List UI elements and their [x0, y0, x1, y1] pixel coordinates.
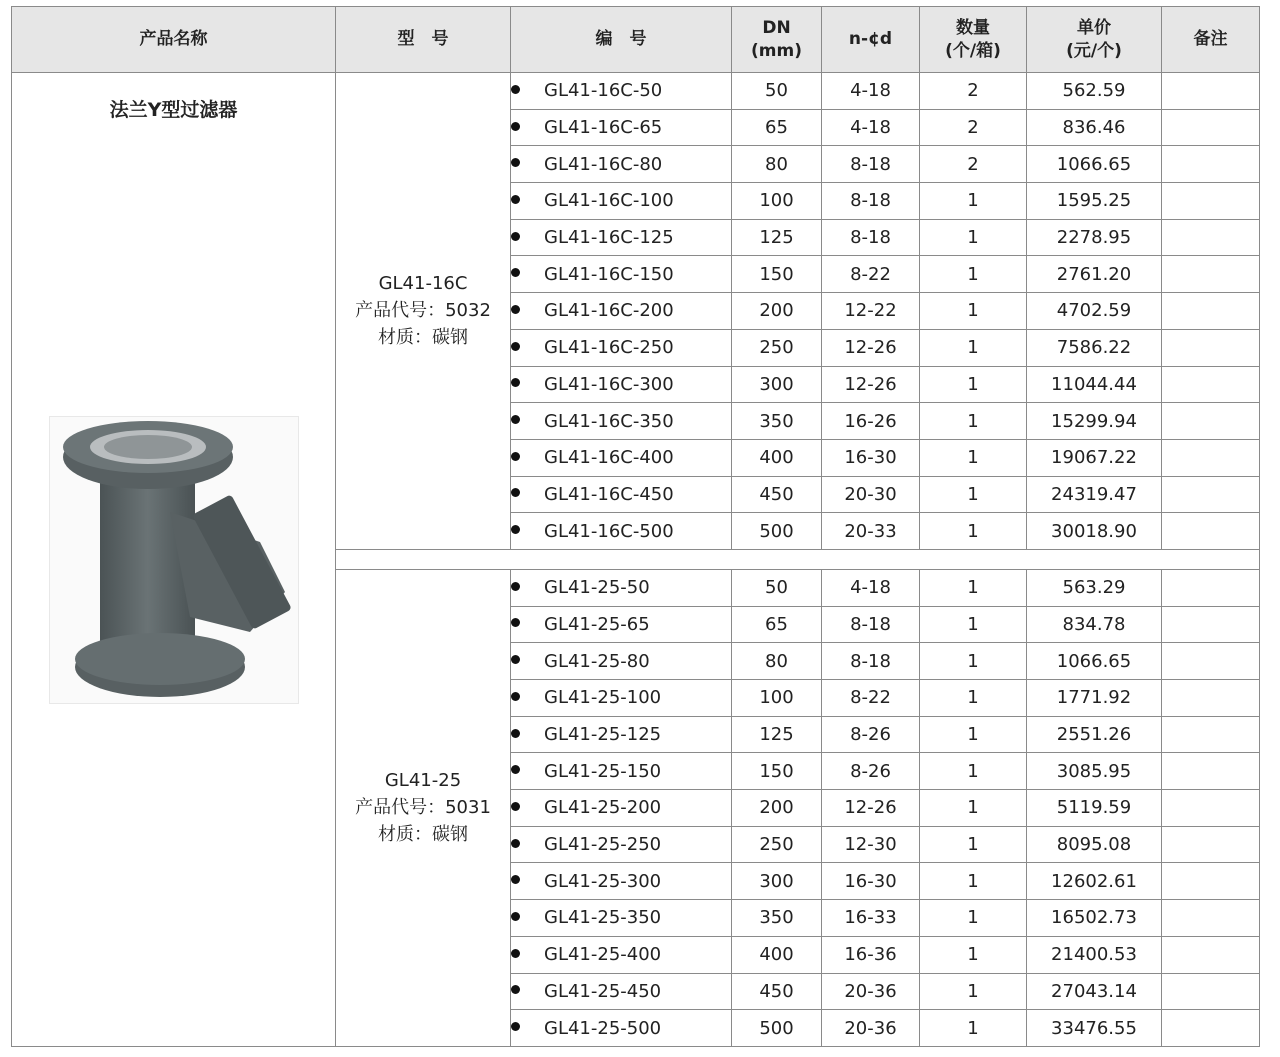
- material: 材质：碳钢: [378, 327, 468, 349]
- dn-cell: 250: [732, 826, 822, 863]
- nd-cell: 8-26: [822, 753, 920, 790]
- bullet-icon: [511, 839, 520, 848]
- header-price-line2: (元/个): [1066, 40, 1122, 61]
- code-cell: [511, 73, 732, 110]
- nd-cell: 8-18: [822, 606, 920, 643]
- price-cell: 21400.53: [1027, 936, 1162, 973]
- price-cell: 1066.65: [1027, 146, 1162, 183]
- dn-cell: 100: [732, 680, 822, 717]
- price-cell: 1595.25: [1027, 183, 1162, 220]
- qty-cell: 1: [920, 513, 1027, 550]
- remark-cell: [1162, 183, 1260, 220]
- nd-cell: 16-26: [822, 403, 920, 440]
- bullet-icon: [511, 452, 520, 461]
- bullet-icon: [511, 195, 520, 204]
- qty-cell: 2: [920, 146, 1027, 183]
- code-value: GL41-25-80: [544, 650, 650, 672]
- remark-cell: [1162, 476, 1260, 513]
- dn-cell: 300: [732, 863, 822, 900]
- dn-cell: 125: [732, 219, 822, 256]
- header-qty-line1: 数量: [956, 17, 990, 38]
- nd-cell: 4-18: [822, 569, 920, 606]
- code-value: GL41-16C-500: [544, 520, 674, 542]
- dn-cell: 300: [732, 366, 822, 403]
- nd-cell: 20-36: [822, 1010, 920, 1047]
- price-table: [11, 6, 1260, 1047]
- header-price-line1: 单价: [1077, 17, 1111, 38]
- bullet-icon: [511, 729, 520, 738]
- code-value: GL41-25-300: [544, 870, 662, 892]
- bullet-icon: [511, 949, 520, 958]
- product-name: 法兰Y型过滤器: [109, 99, 238, 121]
- price-cell: 33476.55: [1027, 1010, 1162, 1047]
- qty-cell: 1: [920, 900, 1027, 937]
- dn-cell: 150: [732, 256, 822, 293]
- model-name: GL41-16C: [378, 273, 468, 295]
- header-qty-line2: (个/箱): [945, 40, 1001, 61]
- price-cell: 24319.47: [1027, 476, 1162, 513]
- price-cell: 1066.65: [1027, 643, 1162, 680]
- bullet-icon: [511, 232, 520, 241]
- nd-cell: 12-26: [822, 329, 920, 366]
- code-value: GL41-25-450: [544, 980, 662, 1002]
- nd-cell: 8-18: [822, 643, 920, 680]
- qty-cell: 1: [920, 863, 1027, 900]
- header-dn: [732, 7, 822, 73]
- dn-cell: 80: [732, 643, 822, 680]
- code-value: GL41-16C-450: [544, 483, 674, 505]
- code-cell: [511, 643, 732, 680]
- price-cell: 19067.22: [1027, 439, 1162, 476]
- price-cell: 12602.61: [1027, 863, 1162, 900]
- nd-cell: 8-22: [822, 680, 920, 717]
- nd-cell: 12-22: [822, 293, 920, 330]
- code-cell: [511, 936, 732, 973]
- code-value: GL41-16C-350: [544, 410, 674, 432]
- group-spacer: [336, 549, 1260, 569]
- code-value: GL41-16C-80: [544, 153, 663, 175]
- code-cell: [511, 219, 732, 256]
- qty-cell: 1: [920, 643, 1027, 680]
- header-price: [1027, 7, 1162, 73]
- code-cell: [511, 790, 732, 827]
- dn-cell: 65: [732, 109, 822, 146]
- header-product-name: 产品名称: [12, 7, 336, 73]
- bullet-icon: [511, 378, 520, 387]
- remark-cell: [1162, 643, 1260, 680]
- dn-cell: 400: [732, 439, 822, 476]
- dn-cell: 500: [732, 1010, 822, 1047]
- bullet-icon: [511, 875, 520, 884]
- dn-cell: 125: [732, 716, 822, 753]
- bullet-icon: [511, 655, 520, 664]
- remark-cell: [1162, 790, 1260, 827]
- qty-cell: 1: [920, 753, 1027, 790]
- code-cell: [511, 403, 732, 440]
- qty-cell: 1: [920, 936, 1027, 973]
- code-cell: [511, 900, 732, 937]
- code-cell: [511, 569, 732, 606]
- dn-cell: 450: [732, 973, 822, 1010]
- dn-cell: 500: [732, 513, 822, 550]
- nd-cell: 16-30: [822, 439, 920, 476]
- product-code: 产品代号：5032: [355, 300, 491, 322]
- price-cell: 562.59: [1027, 73, 1162, 110]
- qty-cell: 1: [920, 1010, 1027, 1047]
- model-name: GL41-25: [384, 770, 462, 792]
- material: 材质：碳钢: [378, 824, 468, 846]
- bullet-icon: [511, 85, 520, 94]
- qty-cell: 1: [920, 716, 1027, 753]
- bullet-icon: [511, 692, 520, 701]
- qty-cell: 2: [920, 73, 1027, 110]
- bullet-icon: [511, 582, 520, 591]
- price-cell: 16502.73: [1027, 900, 1162, 937]
- qty-cell: 1: [920, 790, 1027, 827]
- code-value: GL41-25-350: [544, 907, 662, 929]
- nd-cell: 16-33: [822, 900, 920, 937]
- header-code: 编 号: [511, 7, 732, 73]
- code-value: GL41-16C-250: [544, 337, 674, 359]
- qty-cell: 1: [920, 183, 1027, 220]
- remark-cell: [1162, 219, 1260, 256]
- table-row: [12, 73, 1260, 110]
- remark-cell: [1162, 439, 1260, 476]
- price-cell: 7586.22: [1027, 329, 1162, 366]
- dn-cell: 250: [732, 329, 822, 366]
- remark-cell: [1162, 366, 1260, 403]
- nd-cell: 16-36: [822, 936, 920, 973]
- bullet-icon: [511, 488, 520, 497]
- qty-cell: 1: [920, 826, 1027, 863]
- model-cell: [336, 73, 511, 550]
- remark-cell: [1162, 716, 1260, 753]
- code-value: GL41-25-100: [544, 687, 662, 709]
- code-value: GL41-16C-150: [544, 263, 674, 285]
- nd-cell: 12-30: [822, 826, 920, 863]
- dn-cell: 350: [732, 403, 822, 440]
- code-cell: [511, 476, 732, 513]
- remark-cell: [1162, 329, 1260, 366]
- dn-cell: 50: [732, 569, 822, 606]
- header-qty: [920, 7, 1027, 73]
- price-cell: 1771.92: [1027, 680, 1162, 717]
- price-cell: 8095.08: [1027, 826, 1162, 863]
- bullet-icon: [511, 342, 520, 351]
- price-cell: 834.78: [1027, 606, 1162, 643]
- bullet-icon: [511, 122, 520, 131]
- price-cell: 2278.95: [1027, 219, 1162, 256]
- qty-cell: 1: [920, 973, 1027, 1010]
- code-value: GL41-25-200: [544, 797, 662, 819]
- dn-cell: 100: [732, 183, 822, 220]
- header-dn-line1: DN: [762, 17, 791, 38]
- qty-cell: 1: [920, 329, 1027, 366]
- header-nd: n-¢d: [822, 7, 920, 73]
- header-dn-line2: (mm): [751, 40, 802, 61]
- nd-cell: 8-22: [822, 256, 920, 293]
- code-cell: [511, 680, 732, 717]
- nd-cell: 12-26: [822, 790, 920, 827]
- nd-cell: 8-26: [822, 716, 920, 753]
- y-strainer-image: [49, 416, 299, 704]
- dn-cell: 400: [732, 936, 822, 973]
- bullet-icon: [511, 912, 520, 921]
- price-cell: 836.46: [1027, 109, 1162, 146]
- code-cell: [511, 753, 732, 790]
- header-remark: 备注: [1162, 7, 1260, 73]
- nd-cell: 20-36: [822, 973, 920, 1010]
- bullet-icon: [511, 765, 520, 774]
- price-cell: 5119.59: [1027, 790, 1162, 827]
- price-cell: 4702.59: [1027, 293, 1162, 330]
- code-value: GL41-16C-300: [544, 373, 674, 395]
- nd-cell: 20-30: [822, 476, 920, 513]
- qty-cell: 1: [920, 403, 1027, 440]
- code-cell: [511, 513, 732, 550]
- code-value: GL41-16C-65: [544, 117, 663, 139]
- remark-cell: [1162, 146, 1260, 183]
- price-cell: 2761.20: [1027, 256, 1162, 293]
- qty-cell: 2: [920, 109, 1027, 146]
- bullet-icon: [511, 802, 520, 811]
- dn-cell: 50: [732, 73, 822, 110]
- code-cell: [511, 973, 732, 1010]
- qty-cell: 1: [920, 256, 1027, 293]
- remark-cell: [1162, 606, 1260, 643]
- dn-cell: 200: [732, 293, 822, 330]
- product-code: 产品代号：5031: [355, 797, 491, 819]
- dn-cell: 65: [732, 606, 822, 643]
- nd-cell: 4-18: [822, 109, 920, 146]
- code-cell: [511, 716, 732, 753]
- nd-cell: 4-18: [822, 73, 920, 110]
- dn-cell: 200: [732, 790, 822, 827]
- price-cell: 11044.44: [1027, 366, 1162, 403]
- remark-cell: [1162, 753, 1260, 790]
- code-cell: [511, 329, 732, 366]
- code-cell: [511, 863, 732, 900]
- price-cell: 27043.14: [1027, 973, 1162, 1010]
- remark-cell: [1162, 569, 1260, 606]
- price-cell: 15299.94: [1027, 403, 1162, 440]
- code-value: GL41-25-250: [544, 834, 662, 856]
- dn-cell: 450: [732, 476, 822, 513]
- qty-cell: 1: [920, 366, 1027, 403]
- code-cell: [511, 606, 732, 643]
- code-value: GL41-16C-100: [544, 190, 674, 212]
- nd-cell: 8-18: [822, 183, 920, 220]
- header-model: 型 号: [336, 7, 511, 73]
- remark-cell: [1162, 863, 1260, 900]
- remark-cell: [1162, 936, 1260, 973]
- code-cell: [511, 256, 732, 293]
- price-cell: 30018.90: [1027, 513, 1162, 550]
- bullet-icon: [511, 268, 520, 277]
- nd-cell: 16-30: [822, 863, 920, 900]
- qty-cell: 1: [920, 680, 1027, 717]
- qty-cell: 1: [920, 606, 1027, 643]
- price-cell: 3085.95: [1027, 753, 1162, 790]
- code-cell: [511, 439, 732, 476]
- y-strainer-drawing: [50, 417, 298, 703]
- dn-cell: 150: [732, 753, 822, 790]
- bullet-icon: [511, 305, 520, 314]
- price-cell: 563.29: [1027, 569, 1162, 606]
- code-value: GL41-16C-50: [544, 80, 663, 102]
- code-cell: [511, 366, 732, 403]
- bullet-icon: [511, 1022, 520, 1031]
- code-cell: [511, 1010, 732, 1047]
- code-cell: [511, 109, 732, 146]
- remark-cell: [1162, 256, 1260, 293]
- code-cell: [511, 146, 732, 183]
- price-table-sheet: [11, 6, 1259, 1047]
- remark-cell: [1162, 1010, 1260, 1047]
- code-value: GL41-25-400: [544, 944, 662, 966]
- remark-cell: [1162, 109, 1260, 146]
- code-cell: [511, 826, 732, 863]
- code-value: GL41-25-125: [544, 724, 662, 746]
- code-value: GL41-25-150: [544, 760, 662, 782]
- remark-cell: [1162, 680, 1260, 717]
- qty-cell: 1: [920, 439, 1027, 476]
- remark-cell: [1162, 293, 1260, 330]
- remark-cell: [1162, 826, 1260, 863]
- remark-cell: [1162, 513, 1260, 550]
- code-cell: [511, 183, 732, 220]
- bullet-icon: [511, 525, 520, 534]
- nd-cell: 12-26: [822, 366, 920, 403]
- code-value: GL41-25-65: [544, 613, 650, 635]
- nd-cell: 8-18: [822, 219, 920, 256]
- code-value: GL41-25-500: [544, 1017, 662, 1039]
- remark-cell: [1162, 403, 1260, 440]
- product-cell: [12, 73, 336, 1047]
- remark-cell: [1162, 900, 1260, 937]
- code-value: GL41-25-50: [544, 577, 650, 599]
- price-cell: 2551.26: [1027, 716, 1162, 753]
- model-cell: [336, 569, 511, 1046]
- header-row: [12, 7, 1260, 73]
- code-value: GL41-16C-125: [544, 227, 674, 249]
- dn-cell: 350: [732, 900, 822, 937]
- bullet-icon: [511, 415, 520, 424]
- bullet-icon: [511, 985, 520, 994]
- qty-cell: 1: [920, 476, 1027, 513]
- nd-cell: 20-33: [822, 513, 920, 550]
- bullet-icon: [511, 618, 520, 627]
- code-value: GL41-16C-400: [544, 447, 674, 469]
- remark-cell: [1162, 73, 1260, 110]
- remark-cell: [1162, 973, 1260, 1010]
- nd-cell: 8-18: [822, 146, 920, 183]
- code-cell: [511, 293, 732, 330]
- qty-cell: 1: [920, 293, 1027, 330]
- qty-cell: 1: [920, 569, 1027, 606]
- dn-cell: 80: [732, 146, 822, 183]
- qty-cell: 1: [920, 219, 1027, 256]
- bullet-icon: [511, 158, 520, 167]
- code-value: GL41-16C-200: [544, 300, 674, 322]
